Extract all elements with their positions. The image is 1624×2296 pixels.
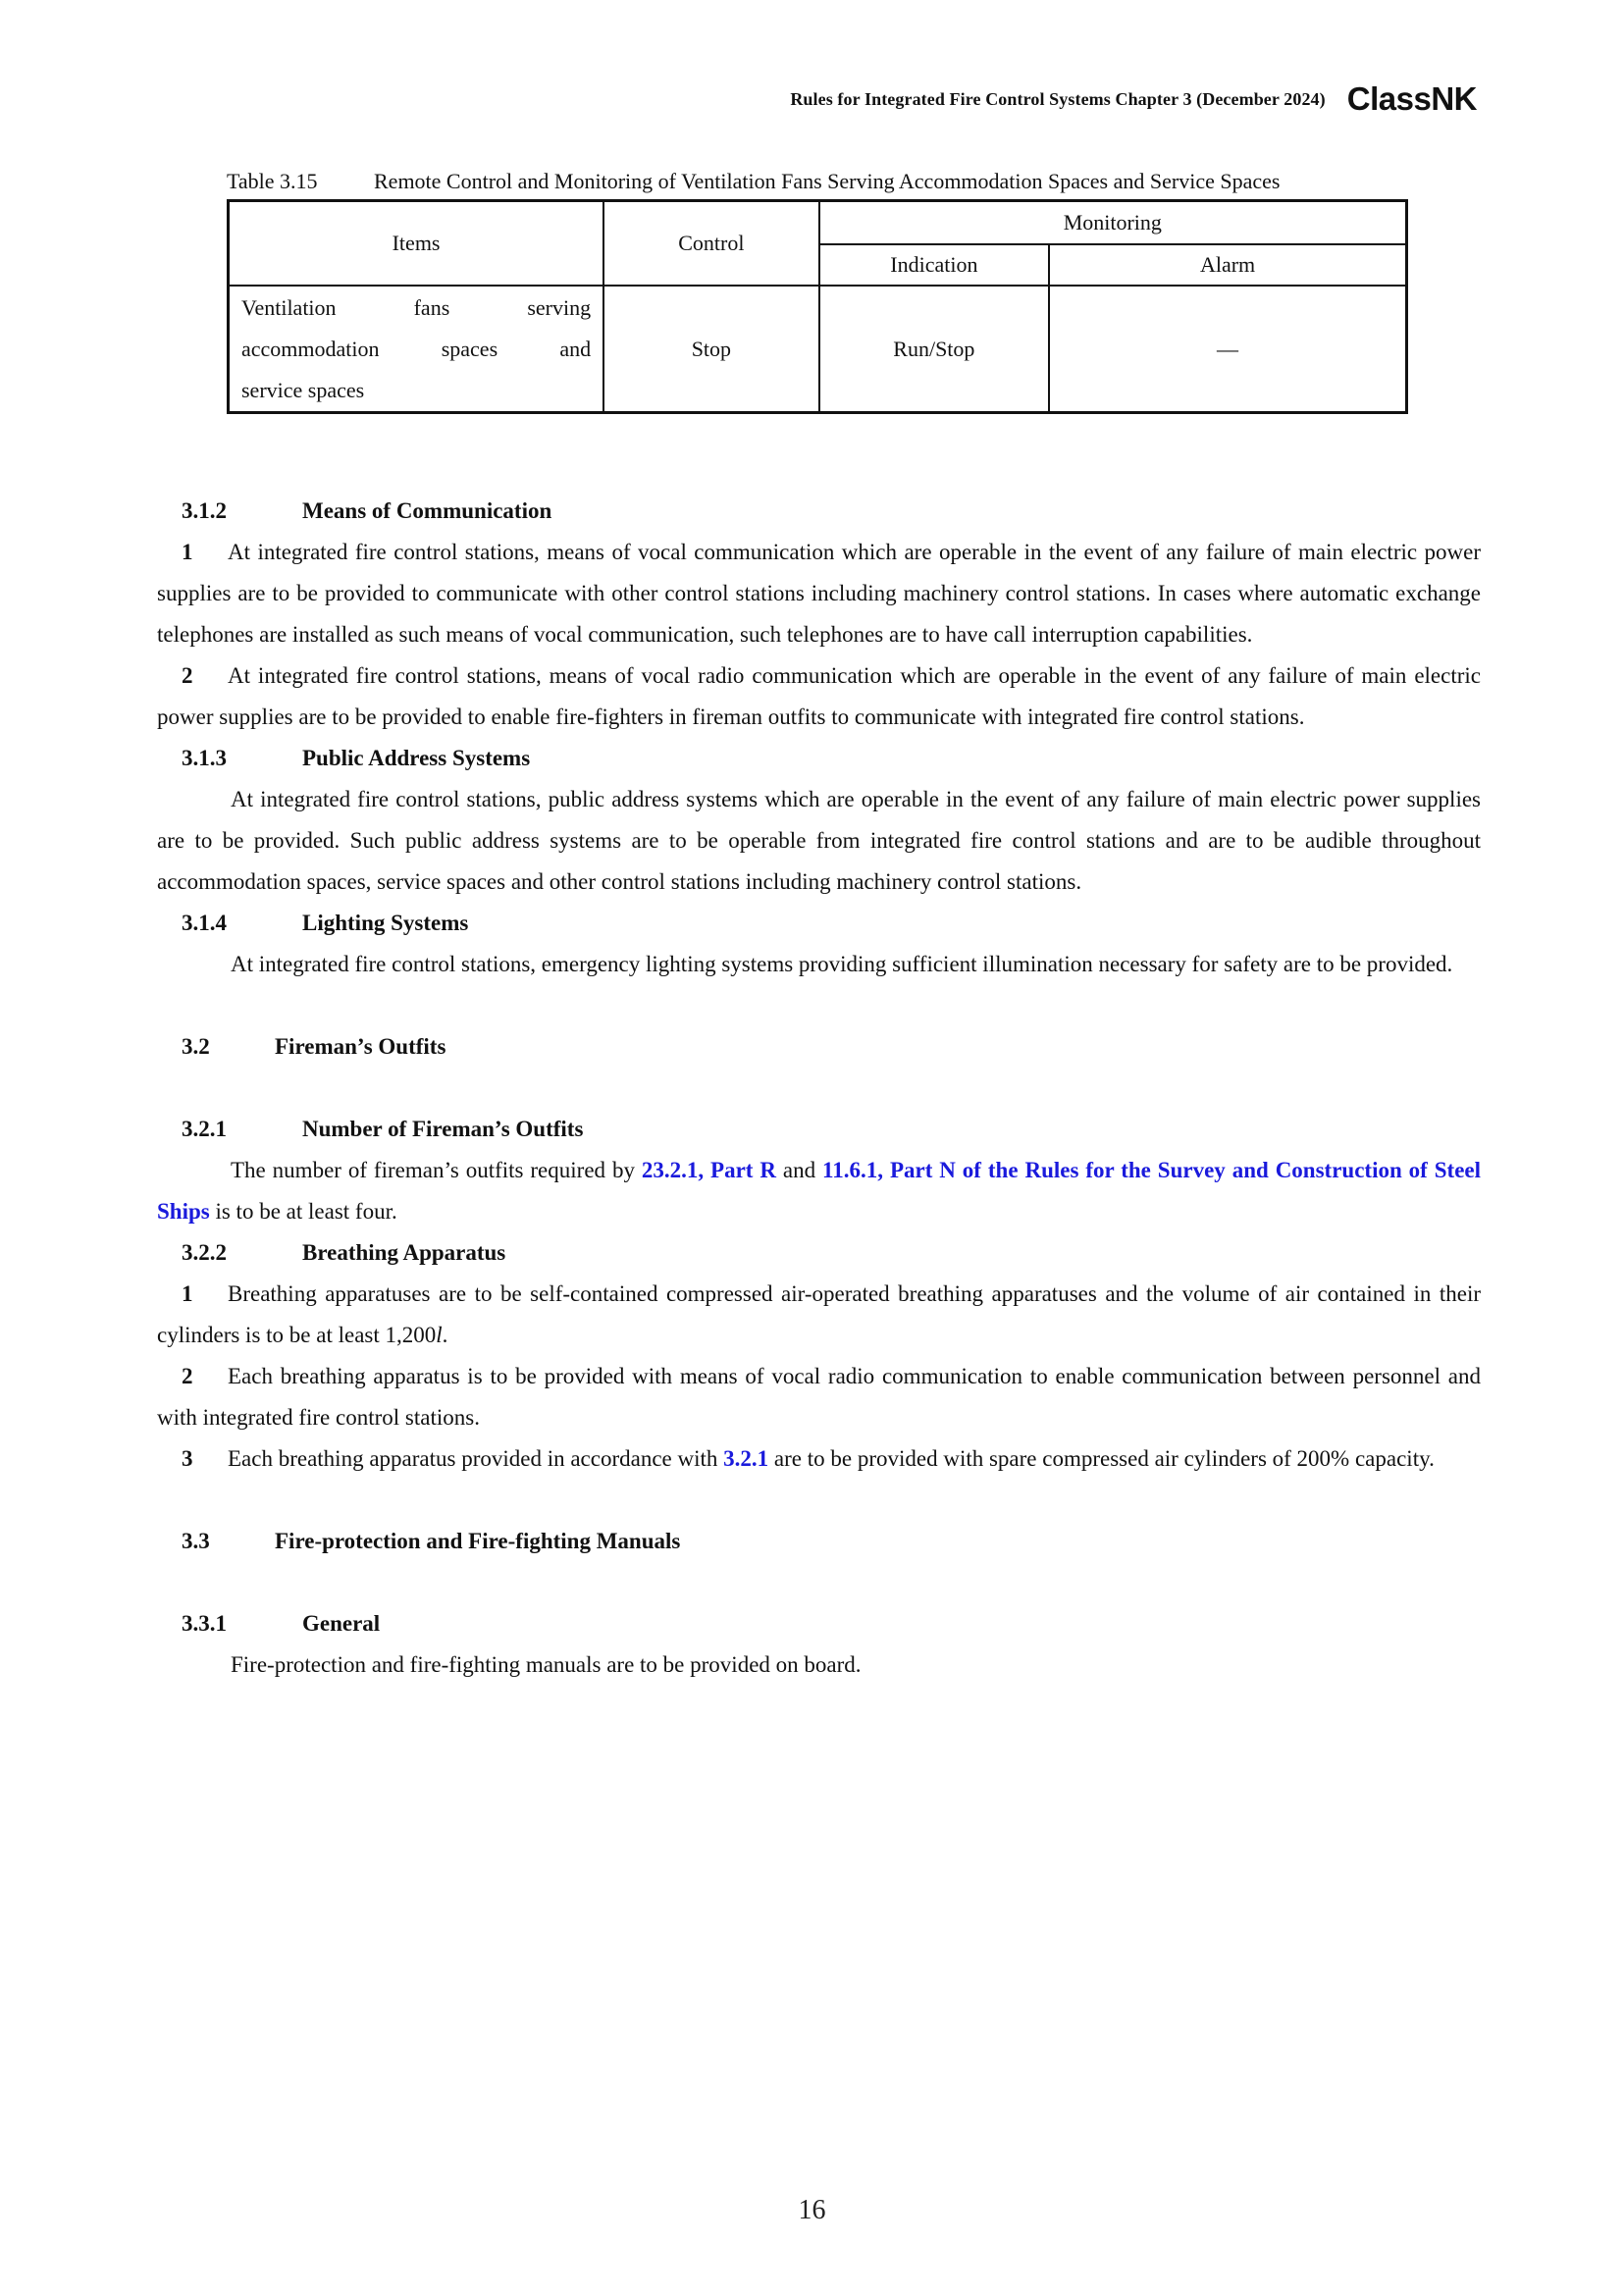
paragraph: [157, 1356, 1481, 1438]
section-title: General: [302, 1611, 381, 1636]
running-header: [790, 80, 1477, 118]
section-number: 3.2.1: [182, 1117, 227, 1141]
items-word: fans: [413, 294, 450, 320]
paragraph-number: 2: [182, 663, 193, 688]
items-word: accommodation: [241, 336, 380, 361]
paragraph: [157, 1150, 1481, 1232]
section-heading: [157, 1109, 1481, 1150]
header-monitoring: Monitoring: [819, 201, 1407, 245]
paragraph-text: The number of fireman’s outfits required by: [231, 1158, 642, 1182]
section-heading: [157, 1232, 1481, 1274]
paragraph: [157, 1438, 1481, 1480]
rule-link[interactable]: 3.2.1: [723, 1446, 769, 1471]
body-content: [157, 491, 1481, 1686]
paragraph: At integrated fire control stations, public address systems which are operable in the event of any failure of main electric power supplies are to be provided. Such public address systems are to be operable from integrated fire control stations and are to be audible throughout accommodation spaces, service spaces and other control stations including machinery control stations.: [157, 787, 1481, 894]
table-row: [229, 286, 1407, 413]
page-number: 16: [798, 2195, 826, 2225]
section-heading: [157, 491, 1481, 532]
section-title: Breathing Apparatus: [302, 1240, 506, 1265]
section-title: Lighting Systems: [302, 911, 469, 935]
section-heading: [157, 1026, 1481, 1068]
items-word: Ventilation: [241, 294, 337, 320]
paragraph-number: 1: [182, 540, 193, 564]
section-number: 3.2.2: [182, 1240, 227, 1265]
section-number: 3.2: [182, 1034, 210, 1059]
section-title: Fire-protection and Fire-fighting Manuals: [275, 1529, 681, 1553]
section-number: 3.3.1: [182, 1611, 227, 1636]
paragraph-number: 1: [182, 1281, 193, 1306]
section-number: 3.1.2: [182, 498, 227, 523]
paragraph-text: is to be at least four.: [209, 1199, 397, 1224]
rule-link[interactable]: 11.6.1, Part N of the Rules for the Survey and Construction of Steel Ships: [157, 1158, 1482, 1224]
paragraph-number: 3: [182, 1446, 193, 1471]
section-heading: [157, 738, 1481, 779]
paragraph-text: and: [776, 1158, 823, 1182]
header-title: Rules for Integrated Fire Control Systems Chapter 3 (December 2024): [790, 88, 1326, 109]
paragraph-text: .: [442, 1323, 448, 1347]
items-line: service spaces: [241, 377, 365, 402]
section-title: Number of Fireman’s Outfits: [302, 1117, 584, 1141]
section-heading: [157, 1603, 1481, 1644]
cell-indication: Run/Stop: [819, 286, 1049, 413]
section-heading: [157, 903, 1481, 944]
section-title: Fireman’s Outfits: [275, 1034, 446, 1059]
section-number: 3.1.4: [182, 911, 227, 935]
header-indication: Indication: [819, 244, 1049, 286]
items-word: spaces: [441, 336, 498, 361]
rule-link[interactable]: 23.2.1, Part R: [641, 1158, 776, 1182]
paragraph-text: Each breathing apparatus provided in accordance with: [228, 1446, 724, 1471]
section-title: Means of Communication: [302, 498, 552, 523]
paragraph-number: 2: [182, 1364, 193, 1388]
paragraph-text: Each breathing apparatus is to be provided with means of vocal radio communication to enable communication between personnel and with integrated fire control stations.: [157, 1364, 1481, 1430]
ventilation-fans-table: [227, 199, 1408, 414]
table-caption-number: Table 3.15: [227, 169, 318, 193]
cell-items: [229, 286, 604, 413]
paragraph: At integrated fire control stations, emergency lighting systems providing sufficient illumination necessary for safety are to be provided.: [231, 952, 1453, 976]
paragraph-text: are to be provided with spare compressed air cylinders of 200% capacity.: [768, 1446, 1435, 1471]
section-heading: [157, 1521, 1481, 1562]
cell-control: Stop: [603, 286, 819, 413]
cell-alarm: —: [1049, 286, 1406, 413]
items-word: serving: [527, 294, 592, 320]
items-word: and: [559, 336, 592, 361]
paragraph-text: At integrated fire control stations, means of vocal radio communication which are operable in the event of any failure of main electric power supplies are to be provided to enable fire-fighters in fireman outfits to communicate with integrated fire control stations.: [157, 663, 1481, 729]
paragraph: Fire-protection and fire-fighting manuals are to be provided on board.: [231, 1652, 862, 1677]
header-control: Control: [603, 201, 819, 287]
classnk-logo: ClassNK: [1346, 79, 1477, 118]
paragraph: [157, 532, 1481, 655]
section-title: Public Address Systems: [302, 746, 531, 770]
table-caption: [227, 169, 1411, 194]
paragraph-text: At integrated fire control stations, means of vocal communication which are operable in the event of any failure of main electric power supplies are to be provided to communicate with other control stations including machinery control stations. In cases where automatic exchange telephones are installed as such means of vocal communication, such telephones are to have call interruption capabilities.: [157, 540, 1481, 647]
header-items: Items: [229, 201, 604, 287]
section-number: 3.3: [182, 1529, 210, 1553]
header-alarm: Alarm: [1049, 244, 1406, 286]
section-number: 3.1.3: [182, 746, 227, 770]
table-caption-title: Remote Control and Monitoring of Ventilation Fans Serving Accommodation Spaces and Service Spaces: [374, 169, 1281, 193]
paragraph: [157, 655, 1481, 738]
paragraph-text: Breathing apparatuses are to be self-contained compressed air-operated breathing apparatuses and the volume of air contained in their cylinders is to be at least 1,200: [157, 1281, 1481, 1347]
paragraph: [157, 1274, 1481, 1356]
unit-liter: l: [436, 1323, 443, 1347]
